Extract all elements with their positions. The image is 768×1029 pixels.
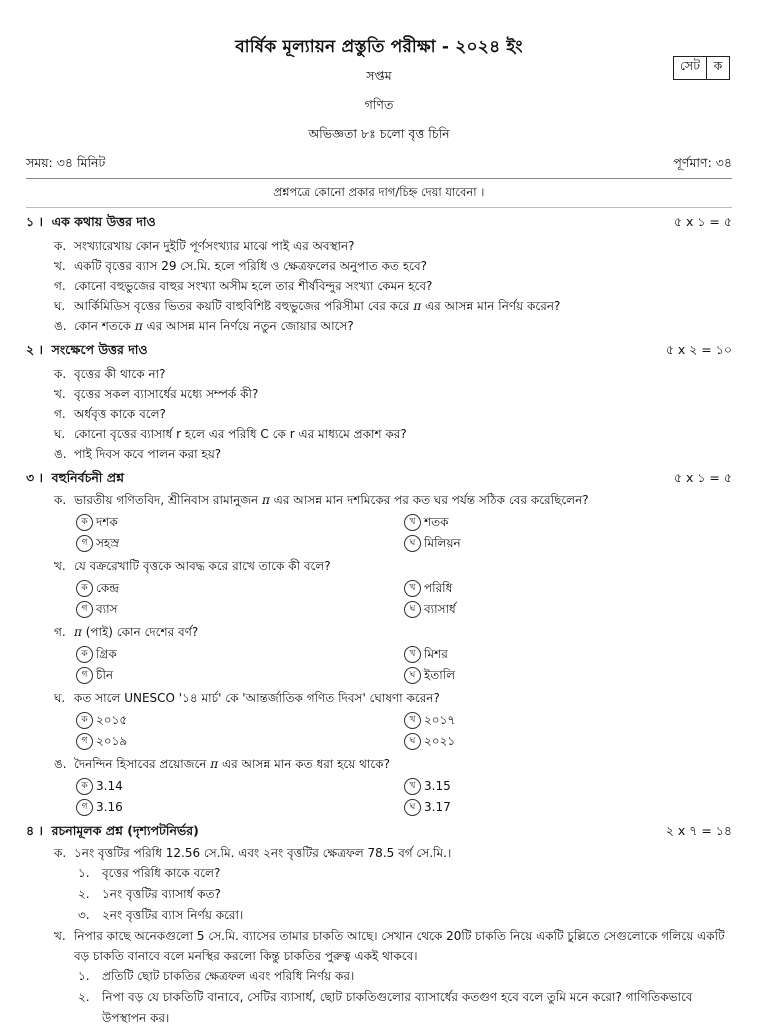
sub-question: [26, 966, 732, 987]
set-box: [673, 56, 730, 80]
question-label: ঘ.: [54, 299, 66, 313]
pi-symbol: π: [262, 493, 270, 507]
section-number: ২ ।: [26, 342, 43, 357]
option-text: দশক: [96, 515, 118, 529]
sub-text: ২নং বৃত্তটির ব্যাস নির্ণয় করো।: [102, 908, 244, 922]
exam-header: [26, 0, 732, 146]
option: [404, 731, 732, 751]
set-label: সেট: [679, 58, 700, 73]
option: [76, 533, 404, 553]
sub-label: ২.: [78, 990, 90, 1004]
question-label: গ.: [54, 625, 66, 639]
option-bubble: খ: [404, 514, 421, 531]
question-text: কোনো বহুভুজের বাহুর সংখ্যা অসীম হলে তার শীর্ষবিন্দুর সংখ্যা কেমন হবে?: [74, 279, 433, 293]
question-label: ঘ.: [54, 691, 66, 705]
option-bubble: খ: [404, 646, 421, 663]
section-3-questions: [26, 490, 732, 817]
option-text: ব্যাস: [96, 602, 118, 616]
question-text: একটি বৃত্তের ব্যাস 29 সে.মি. হলে পরিধি ও ক্ষেত্রফলের অনুপাত কত হবে?: [74, 259, 428, 273]
question-text: ভারতীয় গণিতবিদ, শ্রীনিবাস রামানুজন: [74, 493, 259, 507]
options-grid: [26, 776, 732, 817]
question: [26, 444, 732, 464]
subject-label: গণিত: [364, 97, 394, 112]
sub-text: ১নং বৃত্তটির ব্যাসার্ধ কত?: [102, 887, 221, 901]
question-text: বৃত্তের কী থাকে না?: [74, 367, 166, 381]
question: [26, 404, 732, 424]
option: [76, 776, 404, 796]
option-text: চীন: [96, 668, 114, 682]
option: [404, 578, 732, 598]
question-label: ঘ.: [54, 427, 66, 441]
option: [404, 512, 732, 532]
creative-question: [26, 926, 732, 966]
section-3-heading: [26, 470, 732, 490]
section-1-questions: [26, 236, 732, 336]
question-label: গ.: [54, 279, 66, 293]
option-bubble: ক: [76, 712, 93, 729]
instruction: প্রশ্নপত্রে কোনো প্রকার দাগ/চিহ্ন দেয়া যাবেনা ।: [26, 184, 732, 208]
question: [26, 424, 732, 444]
option: [404, 533, 732, 553]
pi-symbol: π: [134, 319, 143, 333]
option: [404, 599, 732, 619]
mcq-question: [26, 688, 732, 751]
question-text: এর আসন্ন মান কত ধরা হয়ে থাকে?: [218, 757, 390, 771]
option: [404, 644, 732, 664]
time-label: সময়: ৩৪ মিনিট: [26, 155, 106, 170]
option: [76, 644, 404, 664]
question: [26, 316, 732, 336]
options-grid: [26, 710, 732, 751]
mcq-question: [26, 556, 732, 619]
sub-label: ২.: [78, 887, 90, 901]
question-label: ঙ.: [54, 447, 67, 461]
option-bubble: খ: [404, 580, 421, 597]
question-text: যে বক্ররেখাটি বৃত্তকে আবদ্ধ করে রাখে তাকে কী বলে?: [74, 559, 331, 573]
option-text: মিশর: [424, 647, 448, 661]
section-marks: ৫ x ১ = ৫: [673, 214, 732, 229]
section-marks: ২ x ৭ = ১৪: [665, 823, 732, 838]
sub-text: নিপা বড় যে চাকতিটি বানাবে, সেটির ব্যাসার্ধ, ছোট চাকতিগুলোর ব্যাসার্ধের কতগুণ হবে বলে তুমি মনে করো? গাণিতিকভাবে উপস্থাপন কর।: [102, 990, 693, 1025]
question-label: ঙ.: [54, 319, 67, 333]
question-text: এর আসন্ন মান দশমিকের পর কত ঘর পর্যন্ত সঠিক বের করেছিলেন?: [269, 493, 589, 507]
option-bubble: গ: [76, 799, 93, 816]
option: [76, 797, 404, 817]
question-text: বৃত্তের সকল ব্যাসার্ধের মধ্যে সম্পর্ক কী?: [74, 387, 259, 401]
section-marks: ৫ x ১ = ৫: [673, 470, 732, 485]
section-4-questions: [26, 843, 732, 1029]
option: [404, 776, 732, 796]
option-text: 3.15: [424, 779, 451, 793]
question-text: এর আসন্ন মান নির্ণয় করেন?: [421, 299, 561, 313]
option-bubble: গ: [76, 601, 93, 618]
option: [76, 665, 404, 685]
section-1-heading: [26, 214, 732, 234]
option-bubble: ঘ: [404, 799, 421, 816]
sub-label: ১.: [78, 969, 90, 983]
section-title: বহুনির্বচনী প্রশ্ন: [51, 470, 124, 485]
time-marks-row: [26, 155, 732, 179]
question-label: খ.: [54, 387, 66, 401]
section-number: ৪ ।: [26, 823, 43, 838]
question: [26, 236, 732, 256]
question-label: গ.: [54, 407, 66, 421]
option-bubble: গ: [76, 667, 93, 684]
set-value: ক: [706, 57, 729, 79]
option-bubble: ঘ: [404, 601, 421, 618]
option-text: 3.14: [96, 779, 123, 793]
question-label: ঙ.: [54, 757, 67, 771]
section-number: ১ ।: [26, 214, 43, 229]
creative-question: [26, 843, 732, 863]
question-text: সংখ্যারেখায় কোন দুইটি পূর্ণসংখ্যার মাঝে পাই: [74, 239, 290, 253]
option-bubble: ঘ: [404, 535, 421, 552]
section-4-heading: [26, 823, 732, 843]
option-bubble: খ: [404, 778, 421, 795]
option-text: 3.17: [424, 800, 451, 814]
question-label: খ.: [54, 259, 66, 273]
sub-text: প্রতিটি ছোট চাকতির ক্ষেত্রফল এবং পরিধি নির্ণয় কর।: [102, 969, 355, 983]
question: [26, 296, 732, 316]
options-grid: [26, 644, 732, 685]
options-grid: [26, 512, 732, 553]
option-text: ব্যাসার্ধ: [424, 602, 456, 616]
class-label: সপ্তম: [366, 68, 392, 83]
section-title: এক কথায় উত্তর দাও: [51, 214, 156, 229]
question-text: কোন শতকে: [74, 319, 132, 333]
option: [76, 710, 404, 730]
option: [404, 665, 732, 685]
pi-symbol: π: [413, 299, 422, 313]
option-bubble: ক: [76, 646, 93, 663]
section-title: রচনামূলক প্রশ্ন (দৃশ্যপটনির্ভর): [51, 823, 199, 838]
full-marks-label: পূর্ণমাণ: ৩৪: [673, 155, 732, 170]
question: [26, 256, 732, 276]
option-bubble: ক: [76, 580, 93, 597]
option-text: কেন্দ্র: [96, 581, 119, 595]
question-text: কত সালে UNESCO '১৪ মার্চ' কে 'আন্তর্জাতিক গণিত দিবস' ঘোষণা করেন?: [74, 691, 440, 705]
pi-symbol: π: [74, 625, 82, 639]
question: [26, 364, 732, 384]
sub-label: ৩.: [78, 908, 90, 922]
sub-question: [26, 987, 732, 1029]
question-text: এর অবস্থান?: [289, 239, 355, 253]
section-marks: ৫ x ২ = ১০: [665, 342, 732, 357]
option: [76, 578, 404, 598]
sub-question: [26, 884, 732, 905]
question-label: ক.: [54, 367, 67, 381]
question: [26, 276, 732, 296]
question-text: (পাই) কোন দেশের বর্ণ?: [81, 625, 199, 639]
option: [76, 731, 404, 751]
exam-title: বার্ষিক মূল্যায়ন প্রস্তুতি পরীক্ষা - ২০২৪ ইং: [235, 37, 523, 57]
question-label: ক.: [54, 846, 67, 860]
option-text: ২০১৯: [96, 734, 128, 748]
question-text: পাই দিবস কবে পালন করা হয়?: [74, 447, 222, 461]
option-bubble: ক: [76, 778, 93, 795]
sub-text: বৃত্তের পরিধি কাকে বলে?: [102, 866, 221, 880]
option-text: ২০২১: [424, 734, 456, 748]
option-text: মিলিয়ন: [424, 536, 461, 550]
option-text: সহস্র: [96, 536, 120, 550]
question-stem: ১নং বৃত্তটির পরিধি 12.56 সে.মি. এবং ২নং বৃত্তটির ক্ষেত্রফল 78.5 বর্গ সে.মি.।: [74, 846, 452, 860]
section-number: ৩ ।: [26, 470, 43, 485]
option-text: ২০১৫: [96, 713, 128, 727]
option-text: গ্রিক: [96, 647, 117, 661]
option-text: ইতালি: [424, 668, 456, 682]
option-text: ২০১৭: [424, 713, 456, 727]
question-label: ক.: [54, 493, 67, 507]
option-bubble: গ: [76, 733, 93, 750]
section-2-questions: [26, 364, 732, 464]
question-stem: নিপার কাছে অনেকগুলো 5 সে.মি. ব্যাসের তামার চাকতি আছে। সেখান থেকে 20টি চাকতি নিয়ে একটি চুল্লিতে সেগুলোকে গলিয়ে একটি বড় চাকতি বানাবে বলে মনস্থির করলো কিন্তু চাকতির পুরুত্ব একই থাকবে।: [74, 929, 725, 963]
question-text: আর্কিমিডিস বৃত্তের ভিতর কয়টি বাহুবিশিষ্ট বহুভুজের পরিসীমা বের করে: [74, 299, 410, 313]
question-label: খ.: [54, 929, 66, 943]
question-text: কোনো বৃত্তের ব্যাসার্ধ r হলে এর পরিধি C কে r এর মাধ্যমে প্রকাশ কর?: [74, 427, 407, 441]
option-text: পরিধি: [424, 581, 453, 595]
option-bubble: খ: [404, 712, 421, 729]
question-text: এর আসন্ন মান নির্ণয়ে নতুন জোয়ার আসে?: [142, 319, 354, 333]
sub-question: [26, 863, 732, 884]
pi-symbol: π: [210, 757, 219, 771]
question: [26, 384, 732, 404]
option: [76, 512, 404, 532]
section-title: সংক্ষেপে উত্তর দাও: [51, 342, 148, 357]
option: [76, 599, 404, 619]
question-text: অর্ধবৃত্ত কাকে বলে?: [74, 407, 166, 421]
option-bubble: গ: [76, 535, 93, 552]
mcq-question: [26, 622, 732, 685]
option-bubble: ঘ: [404, 667, 421, 684]
sub-label: ১.: [78, 866, 90, 880]
sub-questions: [26, 966, 732, 1029]
sub-question: [26, 905, 732, 926]
option-bubble: ক: [76, 514, 93, 531]
option: [404, 797, 732, 817]
option-text: 3.16: [96, 800, 123, 814]
section-2-heading: [26, 342, 732, 362]
sub-questions: [26, 863, 732, 926]
question-text: দৈনন্দিন হিসাবের প্রয়োজনে: [74, 757, 207, 771]
option-text: শতক: [424, 515, 449, 529]
option-bubble: ঘ: [404, 733, 421, 750]
question-label: ক.: [54, 239, 67, 253]
mcq-question: [26, 490, 732, 553]
options-grid: [26, 578, 732, 619]
chapter-label: অভিজ্ঞতা ৮ঃ চলো বৃত্ত চিনি: [308, 126, 450, 141]
option: [404, 710, 732, 730]
mcq-question: [26, 754, 732, 817]
question-label: খ.: [54, 559, 66, 573]
